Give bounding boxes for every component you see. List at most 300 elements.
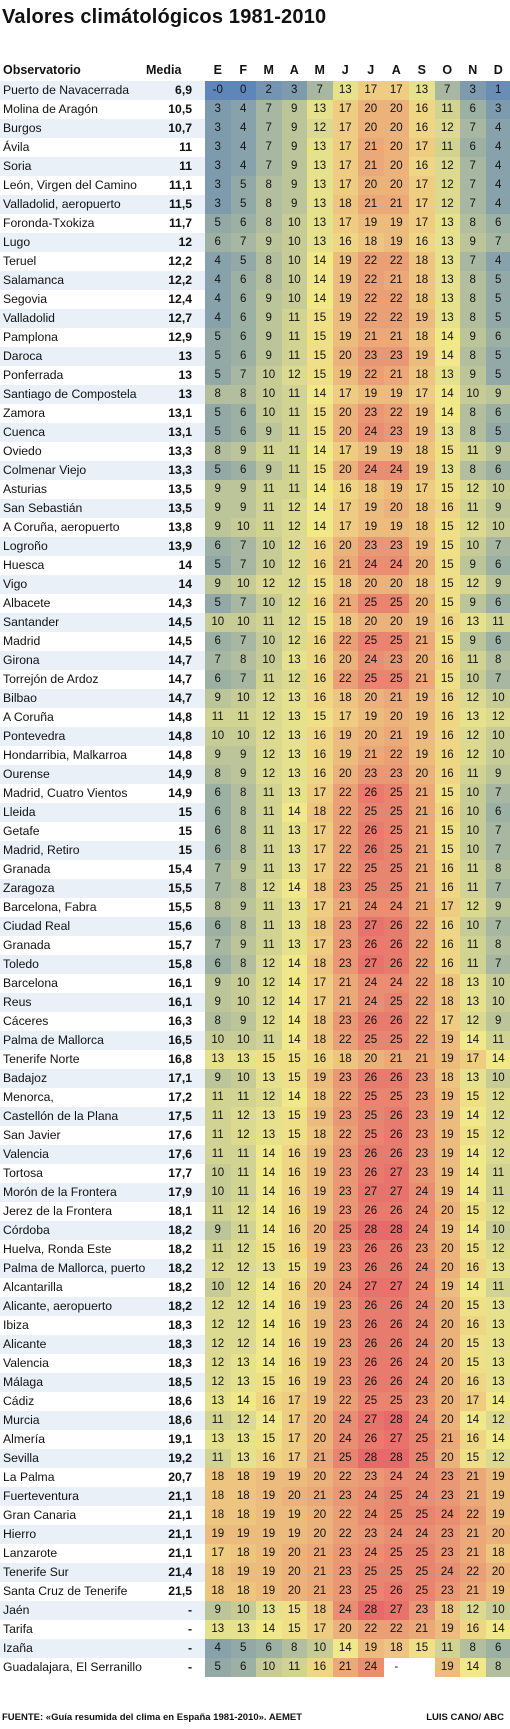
station-mean: 18,1 — [168, 1204, 192, 1218]
month-header: F — [239, 63, 248, 77]
month-cell: 17 — [333, 499, 359, 518]
month-cell: 7 — [231, 233, 257, 252]
month-cell: 20 — [384, 575, 410, 594]
month-cell: 17 — [358, 81, 384, 100]
table-row — [0, 746, 510, 765]
month-cell: 16 — [307, 765, 333, 784]
month-cell: 16 — [435, 651, 461, 670]
table-row — [0, 195, 510, 214]
month-cell: 16 — [435, 708, 461, 727]
month-cell: 20 — [307, 1411, 333, 1430]
month-cell: 6 — [205, 917, 231, 936]
month-header: A — [391, 63, 401, 77]
month-cell: 14 — [435, 385, 461, 404]
month-cell: 25 — [384, 822, 410, 841]
month-cell: 23 — [409, 1601, 435, 1620]
month-cell: 18 — [231, 1487, 257, 1506]
month-cell: 22 — [384, 309, 410, 328]
month-cell: 11 — [460, 651, 486, 670]
month-cell: 9 — [205, 1069, 231, 1088]
month-cell: 23 — [333, 1202, 359, 1221]
month-cell: 10 — [460, 822, 486, 841]
month-cell: 9 — [256, 347, 282, 366]
table-row — [0, 955, 510, 974]
station-name: Málaga — [3, 1375, 43, 1389]
month-cell: 21 — [333, 594, 359, 613]
month-cell: 12 — [486, 1145, 510, 1164]
month-cell: 21 — [307, 1487, 333, 1506]
month-cell: 7 — [205, 936, 231, 955]
month-cell: 11 — [256, 841, 282, 860]
table-row — [0, 537, 510, 556]
month-cell: 11 — [282, 480, 308, 499]
month-cell: 23 — [409, 1392, 435, 1411]
month-cell: 20 — [307, 1221, 333, 1240]
station-mean: 14,5 — [168, 615, 192, 629]
station-mean: 13,5 — [168, 501, 192, 515]
month-cell: 19 — [307, 1069, 333, 1088]
month-cell: 14 — [460, 1183, 486, 1202]
month-cell: 17 — [282, 1449, 308, 1468]
month-cell: 19 — [409, 423, 435, 442]
month-cell: 20 — [333, 765, 359, 784]
month-cell: 27 — [384, 1430, 410, 1449]
month-cell: 14 — [307, 385, 333, 404]
station-name: Guadalajara, El Serranillo — [3, 1660, 142, 1674]
month-cell: 17 — [307, 784, 333, 803]
month-cell: 15 — [307, 328, 333, 347]
month-cell: 18 — [307, 803, 333, 822]
month-cell: 16 — [307, 1658, 333, 1677]
month-cell: 19 — [409, 746, 435, 765]
month-cell: 12 — [205, 1259, 231, 1278]
month-cell: 13 — [205, 1392, 231, 1411]
month-cell: 27 — [384, 1183, 410, 1202]
station-mean: 16,5 — [168, 1033, 192, 1047]
table-row — [0, 1259, 510, 1278]
month-cell: 11 — [460, 442, 486, 461]
month-cell: 4 — [231, 119, 257, 138]
month-cell: 22 — [460, 1506, 486, 1525]
month-cell: 13 — [282, 860, 308, 879]
month-cell: 15 — [307, 404, 333, 423]
month-cell: 17 — [307, 1620, 333, 1639]
station-name: San Javier — [3, 1128, 61, 1142]
month-cell: 8 — [205, 385, 231, 404]
month-cell: 13 — [333, 81, 359, 100]
station-mean: 14,3 — [168, 596, 192, 610]
table-row — [0, 252, 510, 271]
month-cell: 16 — [282, 1221, 308, 1240]
table-row — [0, 1658, 510, 1677]
month-cell: 26 — [384, 1373, 410, 1392]
month-cell: 26 — [384, 1107, 410, 1126]
month-cell: 23 — [358, 1525, 384, 1544]
month-cell: 18 — [205, 1487, 231, 1506]
month-cell: 19 — [307, 1183, 333, 1202]
month-cell: 8 — [205, 442, 231, 461]
month-cell: 10 — [205, 727, 231, 746]
station-mean: 6,9 — [175, 83, 192, 97]
month-cell: 3 — [486, 100, 510, 119]
month-cell: 22 — [333, 1468, 359, 1487]
station-mean: 15,8 — [168, 957, 192, 971]
station-mean: 19,2 — [168, 1451, 192, 1465]
station-mean: 14,5 — [168, 634, 192, 648]
month-cell: 14 — [256, 1221, 282, 1240]
station-name: Teruel — [3, 254, 37, 268]
month-cell: 9 — [205, 689, 231, 708]
month-cell: 16 — [435, 879, 461, 898]
month-cell: 4 — [231, 157, 257, 176]
month-cell: 12 — [256, 1012, 282, 1031]
month-cell: 12 — [282, 499, 308, 518]
month-cell: 9 — [231, 499, 257, 518]
month-cell: 21 — [307, 1449, 333, 1468]
month-cell: 22 — [333, 1506, 359, 1525]
month-cell: 12 — [231, 1411, 257, 1430]
month-cell: 11 — [256, 1031, 282, 1050]
month-cell: 17 — [282, 1430, 308, 1449]
month-cell: 23 — [409, 1240, 435, 1259]
month-cell: 14 — [256, 1620, 282, 1639]
month-cell: 19 — [435, 1107, 461, 1126]
station-mean: 19,1 — [168, 1432, 192, 1446]
station-name: Hondarribia, Malkarroa — [3, 748, 127, 762]
month-cell: 13 — [282, 822, 308, 841]
month-cell: 23 — [358, 537, 384, 556]
month-cell: 26 — [358, 1069, 384, 1088]
month-cell: 19 — [333, 252, 359, 271]
table-row — [0, 841, 510, 860]
month-cell: 18 — [333, 689, 359, 708]
month-cell: 15 — [460, 1354, 486, 1373]
table-row — [0, 328, 510, 347]
month-cell: 12 — [256, 955, 282, 974]
month-header: E — [213, 63, 222, 77]
month-cell: 12 — [307, 119, 333, 138]
month-cell: 26 — [358, 936, 384, 955]
month-cell: 24 — [409, 1183, 435, 1202]
month-cell: 6 — [460, 138, 486, 157]
station-name: Bilbao — [3, 691, 37, 705]
station-name: Albacete — [3, 596, 51, 610]
month-cell: 15 — [282, 1069, 308, 1088]
month-cell: 10 — [205, 1164, 231, 1183]
month-cell: 9 — [282, 119, 308, 138]
month-cell: 22 — [333, 632, 359, 651]
month-cell: 10 — [307, 1639, 333, 1658]
month-cell: 11 — [231, 1088, 257, 1107]
month-cell: 23 — [384, 537, 410, 556]
month-cell: 6 — [205, 803, 231, 822]
month-cell: 7 — [205, 651, 231, 670]
station-mean: 18,3 — [168, 1356, 192, 1370]
month-cell: 11 — [256, 442, 282, 461]
month-cell: 24 — [384, 556, 410, 575]
month-cell: 10 — [486, 993, 510, 1012]
month-cell: 15 — [256, 1240, 282, 1259]
month-cell: 10 — [231, 518, 257, 537]
month-cell: 20 — [435, 1259, 461, 1278]
month-cell: 9 — [256, 233, 282, 252]
month-cell: 8 — [460, 347, 486, 366]
month-cell: 16 — [282, 1202, 308, 1221]
month-cell: 24 — [409, 1468, 435, 1487]
month-cell: 20 — [384, 119, 410, 138]
month-cell: 20 — [333, 347, 359, 366]
month-cell: 15 — [435, 480, 461, 499]
month-cell: 8 — [231, 955, 257, 974]
month-cell: 10 — [282, 290, 308, 309]
month-cell: 17 — [282, 1392, 308, 1411]
month-cell: 8 — [460, 404, 486, 423]
month-cell: 17 — [307, 936, 333, 955]
month-cell: 8 — [231, 385, 257, 404]
month-cell: 12 — [231, 1335, 257, 1354]
month-cell: 18 — [307, 955, 333, 974]
station-mean: 14,7 — [168, 691, 192, 705]
month-cell: 20 — [435, 1392, 461, 1411]
month-cell: 17 — [333, 138, 359, 157]
month-cell: 11 — [256, 480, 282, 499]
month-cell: 14 — [256, 1411, 282, 1430]
month-cell: 16 — [435, 746, 461, 765]
month-cell: 27 — [358, 1278, 384, 1297]
month-cell: 19 — [435, 1620, 461, 1639]
month-cell: 26 — [384, 1202, 410, 1221]
station-name: Cuenca — [3, 425, 46, 439]
month-cell: 10 — [486, 480, 510, 499]
table-row — [0, 594, 510, 613]
month-cell: 4 — [205, 290, 231, 309]
month-cell: 26 — [358, 1354, 384, 1373]
month-cell: 20 — [435, 1449, 461, 1468]
station-mean: 13 — [178, 368, 192, 382]
month-cell: 22 — [409, 974, 435, 993]
month-cell: 24 — [409, 1221, 435, 1240]
month-cell: 6 — [460, 100, 486, 119]
month-cell: 6 — [231, 404, 257, 423]
station-mean: 12,2 — [168, 254, 192, 268]
station-mean: 15,4 — [168, 862, 192, 876]
month-cell: 21 — [409, 784, 435, 803]
month-cell: 20 — [384, 138, 410, 157]
month-cell: 19 — [486, 1506, 510, 1525]
month-cell: 23 — [409, 1126, 435, 1145]
month-cell: 18 — [409, 271, 435, 290]
month-cell: 25 — [384, 1031, 410, 1050]
month-cell: 19 — [256, 1487, 282, 1506]
month-cell: 7 — [231, 556, 257, 575]
month-cell: 6 — [486, 1639, 510, 1658]
month-cell: 16 — [307, 632, 333, 651]
month-cell: 5 — [486, 309, 510, 328]
month-cell: 7 — [460, 252, 486, 271]
month-cell: 15 — [282, 1126, 308, 1145]
month-cell: 9 — [282, 157, 308, 176]
station-mean: 18,2 — [168, 1261, 192, 1275]
month-cell: 12 — [231, 1107, 257, 1126]
month-cell: 18 — [435, 1069, 461, 1088]
month-cell: 9 — [205, 518, 231, 537]
month-cell: 4 — [486, 157, 510, 176]
month-cell: 11 — [205, 1240, 231, 1259]
month-cell: 14 — [256, 1278, 282, 1297]
table-row — [0, 670, 510, 689]
month-cell: 7 — [460, 195, 486, 214]
month-cell: 11 — [282, 423, 308, 442]
month-cell: 15 — [460, 1088, 486, 1107]
month-cell: 14 — [307, 442, 333, 461]
month-cell: 11 — [282, 1658, 308, 1677]
month-cell: 13 — [256, 1069, 282, 1088]
month-cell: 21 — [358, 157, 384, 176]
month-cell: 8 — [231, 917, 257, 936]
month-cell: 5 — [486, 271, 510, 290]
month-cell: 17 — [205, 1544, 231, 1563]
month-cell: 26 — [384, 1335, 410, 1354]
month-cell: 6 — [486, 594, 510, 613]
month-cell: 13 — [205, 1430, 231, 1449]
month-cell: 19 — [486, 1582, 510, 1601]
station-name: Izaña — [3, 1641, 33, 1655]
month-cell: 18 — [333, 575, 359, 594]
month-cell: 16 — [435, 917, 461, 936]
month-cell: 18 — [307, 1126, 333, 1145]
month-cell: 20 — [333, 651, 359, 670]
month-cell: 18 — [333, 195, 359, 214]
month-cell: 6 — [231, 309, 257, 328]
month-cell: 12 — [256, 727, 282, 746]
month-cell: 23 — [435, 1582, 461, 1601]
month-cell: 22 — [409, 955, 435, 974]
month-cell: 5 — [205, 461, 231, 480]
table-row — [0, 271, 510, 290]
month-cell: 24 — [358, 898, 384, 917]
month-cell: 25 — [409, 1582, 435, 1601]
month-cell: 11 — [256, 803, 282, 822]
month-cell: 12 — [205, 1297, 231, 1316]
month-cell: 7 — [205, 860, 231, 879]
station-name: Madrid, Cuatro Vientos — [3, 786, 128, 800]
month-cell: 12 — [460, 1012, 486, 1031]
month-cell: 10 — [231, 1069, 257, 1088]
month-cell: 12 — [282, 556, 308, 575]
month-cell: 13 — [486, 1297, 510, 1316]
table-row — [0, 936, 510, 955]
month-cell: 13 — [282, 746, 308, 765]
table-row — [0, 81, 510, 100]
station-name: Tarifa — [3, 1622, 33, 1636]
station-name: Ourense — [3, 767, 50, 781]
month-cell: 3 — [205, 157, 231, 176]
month-cell: 10 — [282, 214, 308, 233]
month-cell: 18 — [486, 1544, 510, 1563]
month-cell: 7 — [231, 537, 257, 556]
month-cell: 11 — [460, 860, 486, 879]
month-cell: 17 — [333, 518, 359, 537]
month-cell: 20 — [307, 1468, 333, 1487]
month-cell: 13 — [409, 81, 435, 100]
month-cell: 12 — [282, 613, 308, 632]
month-cell: 16 — [282, 1335, 308, 1354]
month-cell: 15 — [435, 594, 461, 613]
station-mean: 14 — [178, 577, 192, 591]
month-cell: 24 — [333, 1601, 359, 1620]
month-cell: 14 — [256, 1316, 282, 1335]
month-cell: 19 — [307, 1164, 333, 1183]
month-cell: 23 — [435, 1468, 461, 1487]
month-cell: 13 — [256, 1107, 282, 1126]
month-cell: 13 — [486, 1373, 510, 1392]
month-cell: 16 — [435, 689, 461, 708]
month-cell: 21 — [384, 271, 410, 290]
month-cell: 17 — [307, 860, 333, 879]
station-mean: 15 — [178, 805, 192, 819]
month-cell: 11 — [256, 613, 282, 632]
month-cell: 12 — [231, 1278, 257, 1297]
station-name: Jerez de la Frontera — [3, 1204, 113, 1218]
month-cell: 14 — [282, 879, 308, 898]
table-row — [0, 1126, 510, 1145]
month-cell: 16 — [282, 1164, 308, 1183]
month-cell: 17 — [409, 195, 435, 214]
month-cell: 7 — [486, 233, 510, 252]
table-row — [0, 138, 510, 157]
table-row — [0, 157, 510, 176]
month-cell: 24 — [435, 1506, 461, 1525]
table-row — [0, 1278, 510, 1297]
station-name: Tenerife Norte — [3, 1052, 80, 1066]
month-cell: 24 — [384, 974, 410, 993]
month-cell: 18 — [307, 917, 333, 936]
month-cell: 21 — [384, 727, 410, 746]
month-cell: 22 — [358, 1620, 384, 1639]
month-cell: 7 — [486, 822, 510, 841]
month-cell: 9 — [282, 176, 308, 195]
month-cell: 23 — [333, 879, 359, 898]
month-cell: 10 — [460, 385, 486, 404]
month-header: A — [289, 63, 299, 77]
table-row — [0, 651, 510, 670]
station-mean: 14,8 — [168, 729, 192, 743]
month-cell: 15 — [307, 575, 333, 594]
month-cell: 11 — [460, 765, 486, 784]
month-cell: 16 — [409, 100, 435, 119]
month-cell: 28 — [358, 1449, 384, 1468]
month-cell: 19 — [307, 1392, 333, 1411]
table-row — [0, 917, 510, 936]
month-cell: 5 — [231, 176, 257, 195]
month-cell: 26 — [358, 1430, 384, 1449]
month-cell: 20 — [435, 1240, 461, 1259]
month-cell: 10 — [205, 1278, 231, 1297]
month-cell: 14 — [333, 1639, 359, 1658]
month-cell: 8 — [205, 765, 231, 784]
month-cell: 4 — [486, 176, 510, 195]
month-cell: 21 — [460, 1544, 486, 1563]
month-cell: 19 — [333, 271, 359, 290]
month-cell: 14 — [460, 1107, 486, 1126]
station-name: Cáceres — [3, 1014, 49, 1028]
month-cell: 10 — [231, 689, 257, 708]
month-cell: 9 — [486, 575, 510, 594]
table-row — [0, 765, 510, 784]
month-cell: 5 — [486, 366, 510, 385]
month-cell: 12 — [460, 898, 486, 917]
month-cell: 28 — [358, 1601, 384, 1620]
